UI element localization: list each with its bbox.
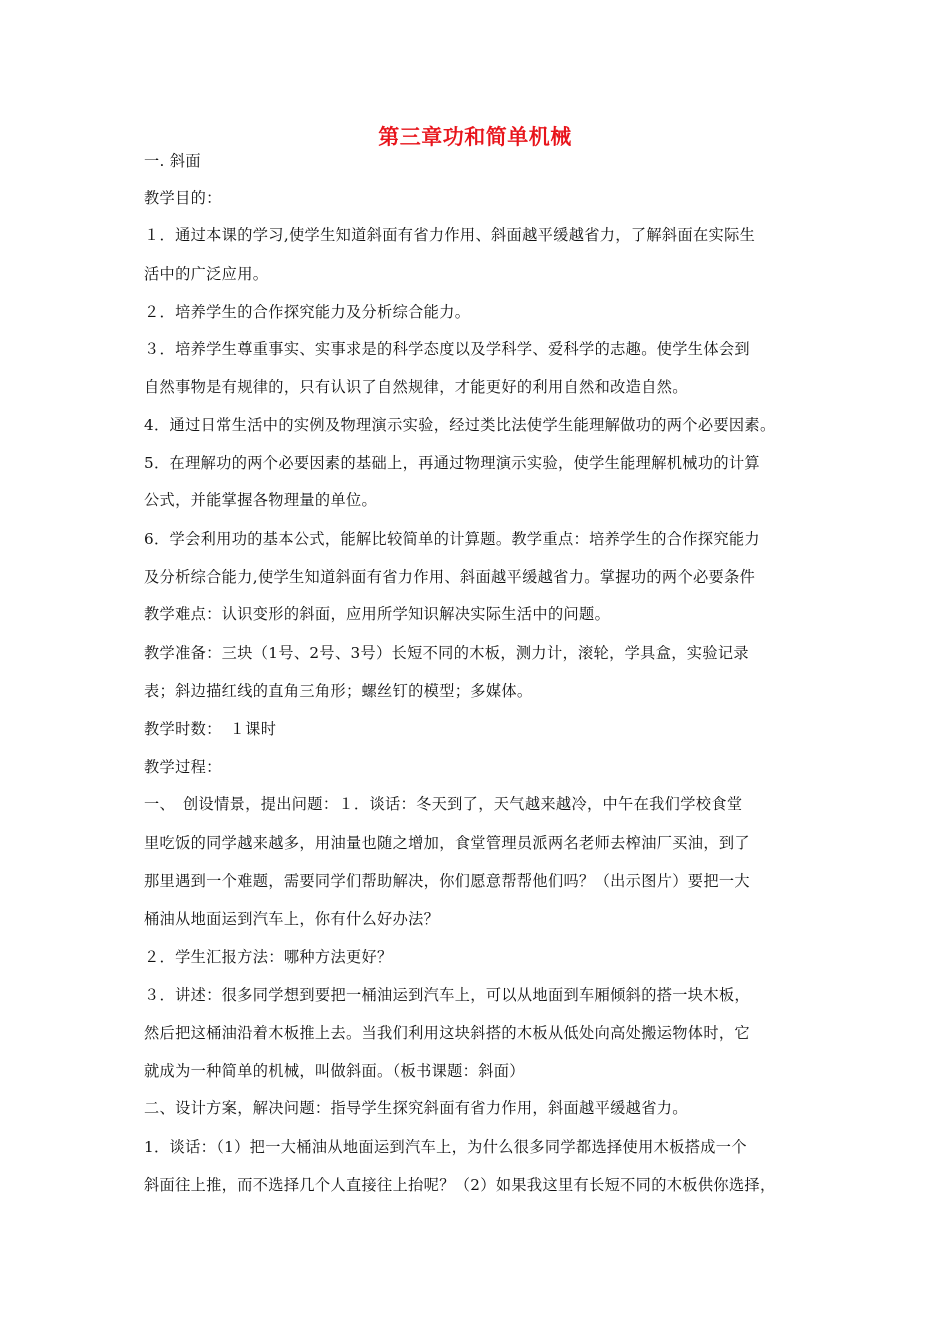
text-line: 活中的广泛应用。 [144,265,269,283]
document-title: 第三章功和简单机械 [378,124,572,149]
text-line: 及分析综合能力,使学生知道斜面有省力作用、斜面越平缓越省力。掌握功的两个必要条件 [144,568,756,586]
text-line: ２．学生汇报方法：哪种方法更好？ [144,948,393,966]
text-line: ２．培养学生的合作探究能力及分析综合能力。 [144,303,471,321]
text-line: １．通过本课的学习,使学生知道斜面有省力作用、斜面越平缓越省力，了解斜面在实际生 [144,226,756,244]
text-line: 教学难点：认识变形的斜面，应用所学知识解决实际生活中的问题。 [144,605,611,623]
text-line: 5．在理解功的两个必要因素的基础上，再通过物理演示实验，使学生能理解机械功的计算 [144,454,760,472]
text-line: 一、 创设情景，提出问题：１．谈话：冬天到了，天气越来越冷，中午在我们学校食堂 [144,795,743,813]
text-line: 公式，并能掌握各物理量的单位。 [144,491,378,509]
text-line: 自然事物是有规律的，只有认识了自然规律，才能更好的利用自然和改造自然。 [144,378,688,396]
text-line: 教学准备：三块（1号、2号、3号）长短不同的木板，测力计，滚轮，学具盒，实验记录 [144,644,749,662]
text-line: 教学过程： [144,758,222,776]
text-line: 然后把这桶油沿着木板推上去。当我们利用这块斜搭的木板从低处向高处搬运物体时，它 [144,1024,750,1042]
text-line: 里吃饭的同学越来越多，用油量也随之增加，食堂管理员派两名老师去榨油厂买油，到了 [144,834,750,852]
text-line: ３．培养学生尊重事实、实事求是的科学态度以及学科学、爱科学的志趣。使学生体会到 [144,340,750,358]
text-line: 4．通过日常生活中的实例及物理演示实验，经过类比法使学生能理解做功的两个必要因素。 [144,416,776,434]
text-line: 斜面往上推，而不选择几个人直接往上抬呢？（2）如果我这里有长短不同的木板供你选择， [144,1176,776,1194]
text-line: 桶油从地面运到汽车上，你有什么好办法？ [144,910,440,928]
text-line: 6．学会利用功的基本公式，能解比较简单的计算题。教学重点：培养学生的合作探究能力 [144,530,760,548]
text-line: 教学时数： １课时 [144,720,277,738]
text-line: 1．谈话：（1）把一大桶油从地面运到汽车上，为什么很多同学都选择使用木板搭成一个 [144,1138,747,1156]
text-line: 一. 斜面 [144,152,201,170]
text-line: 表；斜边描红线的直角三角形；螺丝钉的模型；多媒体。 [144,682,533,700]
text-line: 那里遇到一个难题，需要同学们帮助解决，你们愿意帮帮他们吗？（出示图片）要把一大 [144,872,750,890]
text-line: 教学目的： [144,189,222,207]
text-line: ３．讲述：很多同学想到要把一桶油运到汽车上，可以从地面到车厢倾斜的搭一块木板， [144,986,750,1004]
text-line: 二、设计方案，解决问题：指导学生探究斜面有省力作用，斜面越平缓越省力。 [144,1099,688,1117]
text-line: 就成为一种简单的机械，叫做斜面。（板书课题：斜面） [144,1062,525,1080]
